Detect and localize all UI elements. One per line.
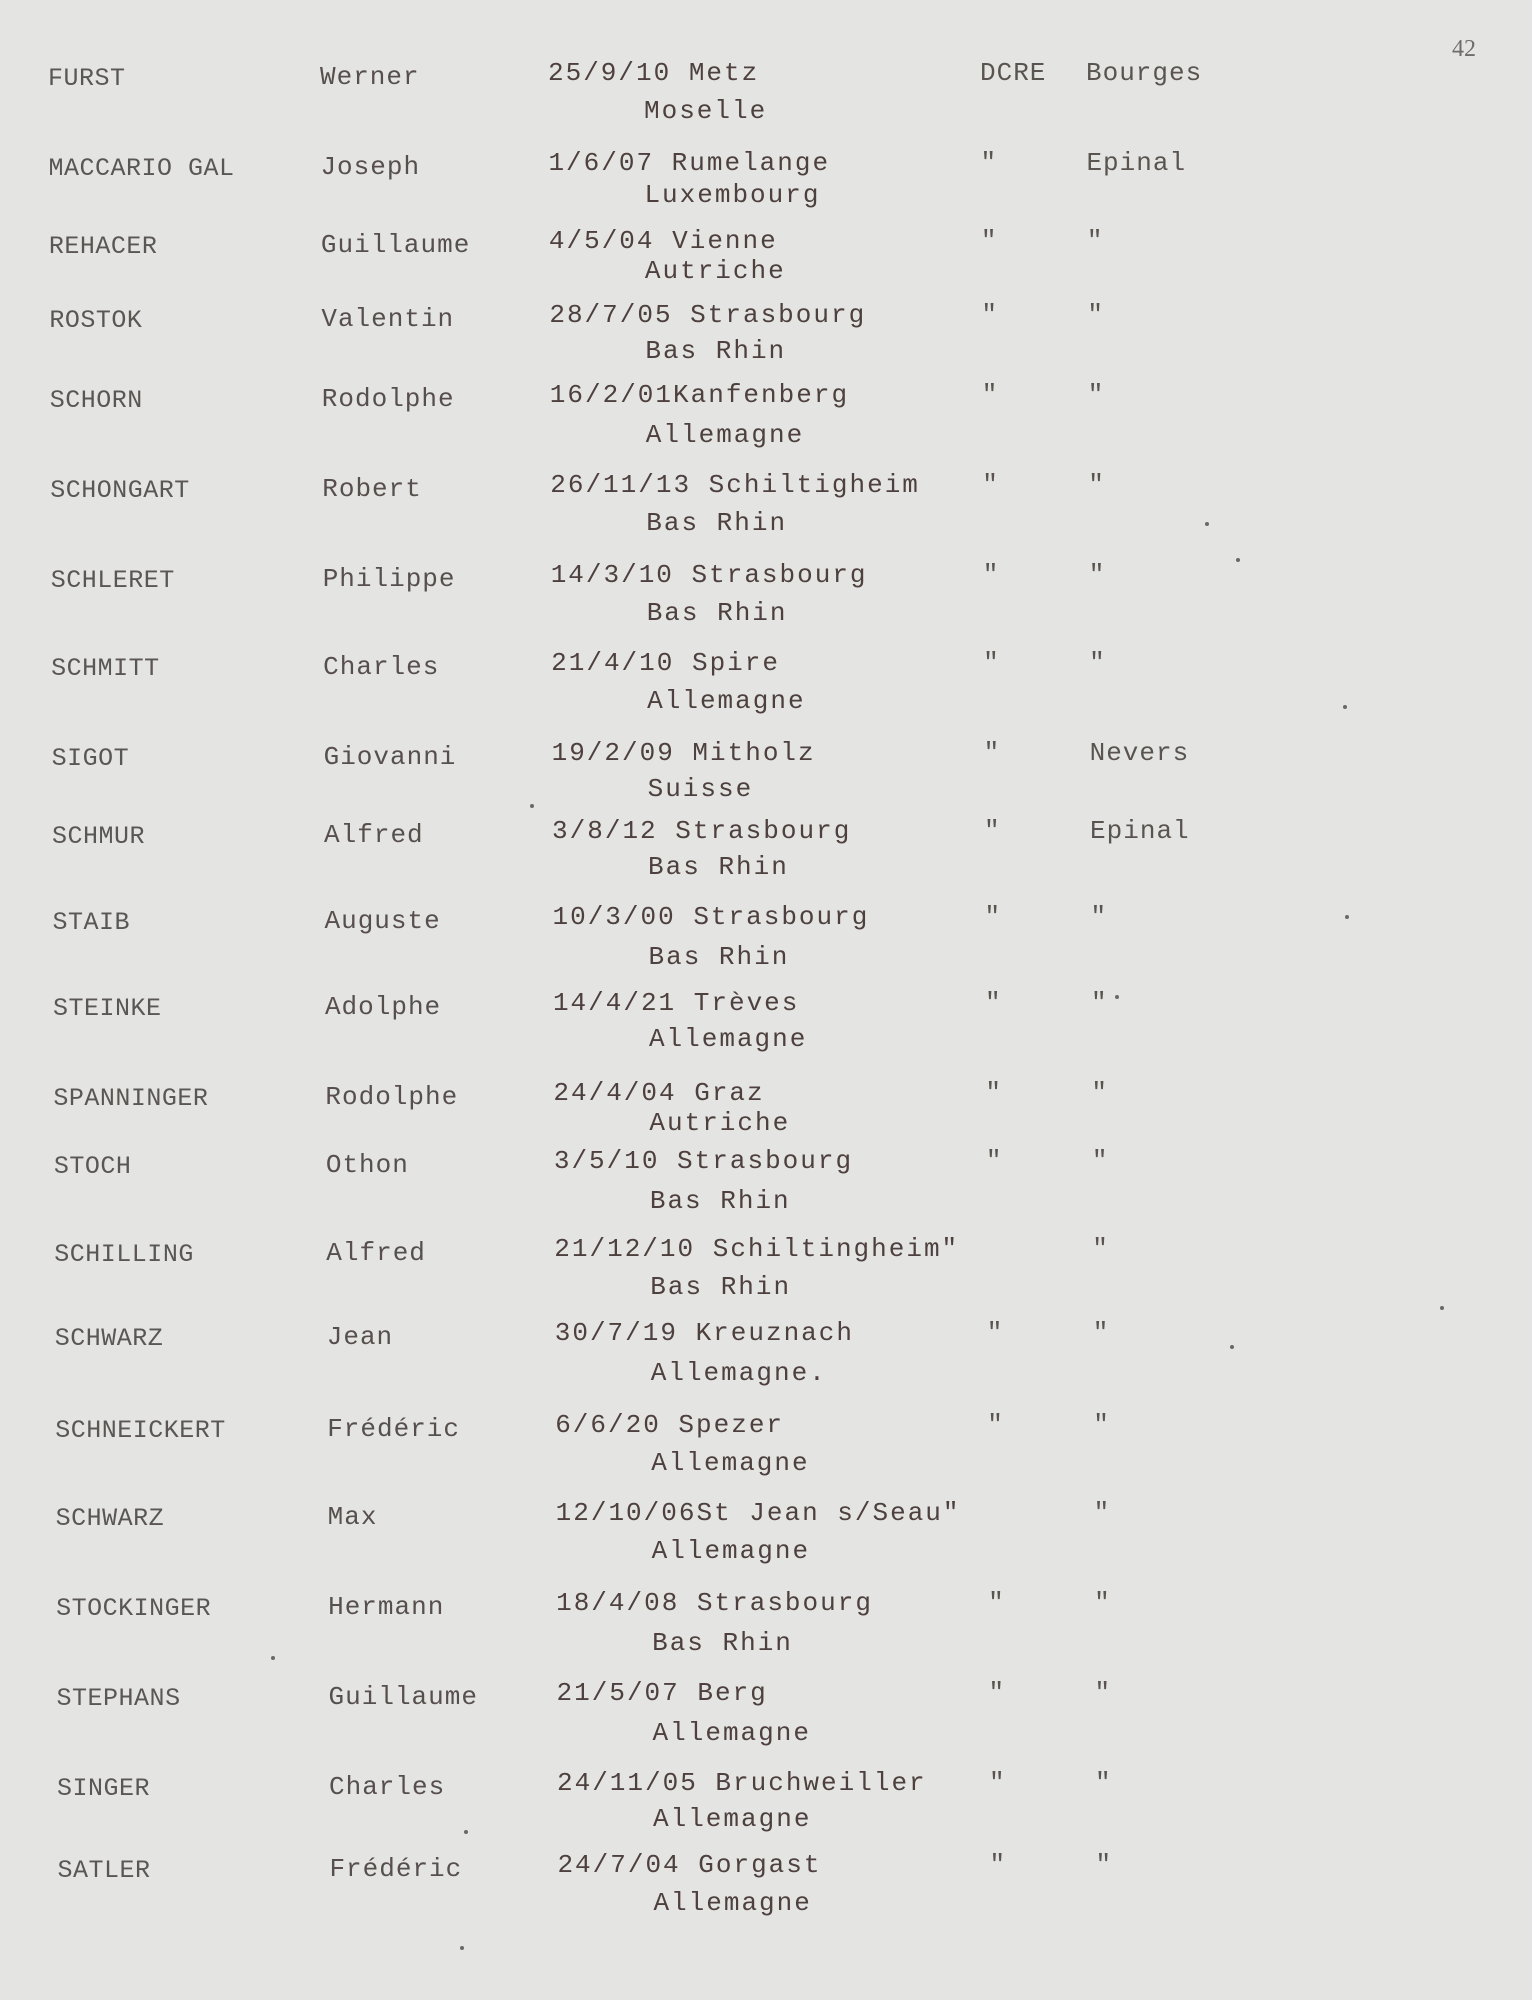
status-cell: DCRE (980, 58, 1047, 88)
table-row (6, 1236, 1532, 1316)
birth-region-cell: Allemagne (651, 1536, 811, 1566)
birth-date-place-cell: 14/4/21 Trèves (552, 988, 800, 1018)
firstname-cell: Joseph (320, 152, 421, 182)
birth-region-cell: Allemagne (651, 1448, 810, 1478)
destination-cell: " (1094, 1678, 1112, 1708)
paper-speck (1345, 915, 1349, 919)
birth-date-place-cell: 12/10/06St Jean s/Seau" (555, 1498, 961, 1528)
birth-region-cell: Allemagne. (650, 1358, 827, 1388)
destination-cell: " (1087, 380, 1105, 410)
birth-date-place-cell: 21/4/10 Spire (551, 648, 780, 678)
birth-region-cell: Allemagne (648, 1024, 808, 1054)
destination-cell: " (1086, 226, 1104, 256)
table-row (9, 1852, 1532, 1932)
birth-date-place-cell: 21/12/10 Schiltingheim" (554, 1234, 960, 1264)
table-row (7, 1320, 1532, 1400)
birth-region-cell: Suisse (647, 774, 754, 804)
birth-region-cell: Allemagne (645, 420, 805, 450)
birth-region-cell: Bas Rhin (648, 942, 790, 972)
status-cell: " (981, 380, 999, 410)
paper-speck (1343, 705, 1347, 709)
birth-date-place-cell: 10/3/00 Strasbourg (552, 902, 870, 932)
table-row (2, 472, 1532, 552)
birth-region-cell: Allemagne (653, 1888, 812, 1918)
birth-region-cell: Allemagne (653, 1804, 812, 1834)
birth-date-place-cell: 24/11/05 Bruchweiller (557, 1768, 927, 1798)
birth-date-place-cell: 25/9/10 Metz (548, 58, 760, 88)
birth-region-cell: Bas Rhin (652, 1628, 793, 1658)
destination-cell: " (1091, 1078, 1108, 1108)
paper-speck (1230, 1345, 1234, 1349)
birth-date-place-cell: 3/5/10 Strasbourg (553, 1146, 854, 1176)
destination-cell: " (1090, 988, 1108, 1018)
surname-cell: STEPHANS (56, 1684, 181, 1713)
table-row (1, 302, 1532, 382)
destination-cell: Epinal (1090, 816, 1190, 846)
paper-speck (271, 1656, 275, 1660)
surname-cell: FURST (48, 64, 126, 93)
birth-region-cell: Autriche (649, 1108, 791, 1138)
table-row (0, 150, 1532, 230)
firstname-cell: Rodolphe (325, 1082, 459, 1112)
destination-cell: " (1093, 1410, 1110, 1440)
surname-cell: SATLER (57, 1856, 151, 1885)
destination-cell: Bourges (1086, 58, 1203, 88)
status-cell: " (980, 226, 998, 256)
birth-date-place-cell: 24/7/04 Gorgast (557, 1850, 822, 1880)
firstname-cell: Robert (322, 474, 422, 504)
birth-region-cell: Autriche (644, 256, 786, 286)
birth-date-place-cell: 4/5/04 Vienne (548, 226, 778, 256)
firstname-cell: Othon (325, 1150, 409, 1180)
birth-date-place-cell: 19/2/09 Mitholz (551, 738, 816, 768)
status-cell: " (980, 148, 998, 178)
surname-cell: SINGER (57, 1774, 151, 1803)
table-row (1, 228, 1532, 308)
birth-date-place-cell: 18/4/08 Strasbourg (556, 1588, 873, 1618)
destination-cell: " (1095, 1850, 1113, 1880)
table-row (5, 904, 1532, 984)
surname-cell: SCHILLING (54, 1240, 194, 1269)
destination-cell: " (1088, 560, 1106, 590)
status-cell: " (983, 738, 1001, 768)
surname-cell: SCHONGART (50, 476, 190, 505)
birth-date-place-cell: 24/4/04 Graz (553, 1078, 765, 1108)
birth-date-place-cell: 26/11/13 Schiltigheim (550, 470, 920, 500)
table-row (0, 60, 1532, 140)
destination-cell: " (1089, 648, 1106, 678)
paper-speck (1115, 995, 1119, 999)
table-row (3, 650, 1532, 730)
firstname-cell: Jean (326, 1322, 394, 1352)
surname-cell: REHACER (48, 232, 158, 261)
birth-region-cell: Bas Rhin (645, 336, 787, 366)
status-cell: " (985, 1146, 1003, 1176)
table-row (6, 1148, 1532, 1228)
firstname-cell: Rodolphe (321, 384, 455, 414)
birth-date-place-cell: 21/5/07 Berg (556, 1678, 768, 1708)
birth-region-cell: Bas Rhin (646, 508, 788, 538)
birth-date-place-cell: 30/7/19 Kreuznach (554, 1318, 854, 1348)
firstname-cell: Guillaume (328, 1682, 478, 1712)
firstname-cell: Charles (329, 1772, 446, 1802)
destination-cell: Nevers (1089, 738, 1190, 768)
birth-region-cell: Allemagne (647, 686, 806, 716)
birth-region-cell: Bas Rhin (649, 1186, 791, 1216)
paper-speck (1236, 558, 1240, 562)
firstname-cell: Philippe (322, 564, 456, 594)
status-cell: " (987, 1410, 1004, 1440)
destination-cell: " (1094, 1588, 1111, 1618)
table-row (9, 1770, 1532, 1850)
table-row (3, 562, 1532, 642)
status-cell: " (988, 1588, 1005, 1618)
birth-region-cell: Bas Rhin (646, 598, 788, 628)
firstname-cell: Frédéric (327, 1414, 461, 1444)
status-cell: " (989, 1850, 1007, 1880)
surname-cell: STAIB (52, 908, 131, 937)
destination-cell: " (1088, 470, 1105, 500)
status-cell: " (984, 902, 1002, 932)
firstname-cell: Valentin (321, 304, 455, 334)
firstname-cell: Charles (323, 652, 440, 682)
surname-cell: SCHMITT (51, 654, 160, 683)
destination-cell: " (1092, 1234, 1109, 1264)
firstname-cell: Alfred (324, 820, 424, 850)
status-cell: " (985, 1078, 1002, 1108)
firstname-cell: Auguste (324, 906, 441, 936)
surname-cell: SCHWARZ (54, 1324, 164, 1353)
status-cell: " (989, 1768, 1006, 1798)
birth-date-place-cell: 16/2/01Kanfenberg (549, 380, 850, 410)
destination-cell: " (1087, 300, 1104, 330)
firstname-cell: Alfred (326, 1238, 426, 1268)
status-cell: " (984, 988, 1002, 1018)
table-row (8, 1500, 1532, 1580)
destination-cell: " (1092, 1318, 1110, 1348)
destination-cell: " (1090, 902, 1108, 932)
status-cell: " (986, 1318, 1004, 1348)
status-cell: " (982, 560, 1000, 590)
surname-cell: SIGOT (51, 744, 130, 773)
table-row (9, 1680, 1532, 1760)
status-cell: " (988, 1678, 1006, 1708)
table-row (7, 1412, 1532, 1492)
birth-date-place-cell: 1/6/07 Rumelange (548, 148, 831, 178)
surname-cell: MACCARIO GAL (48, 154, 235, 183)
paper-speck (460, 1946, 464, 1950)
birth-date-place-cell: 3/8/12 Strasbourg (552, 816, 852, 846)
table-row (4, 740, 1532, 820)
birth-region-cell: Allemagne (652, 1718, 811, 1748)
destination-cell: " (1093, 1498, 1111, 1528)
paper-speck (530, 804, 534, 808)
surname-cell: SPANNINGER (53, 1084, 209, 1113)
surname-cell: STOCKINGER (56, 1594, 212, 1623)
status-cell: " (983, 648, 1000, 678)
firstname-cell: Guillaume (320, 230, 471, 260)
firstname-cell: Max (327, 1502, 378, 1532)
surname-cell: STOCH (53, 1152, 132, 1181)
table-row (8, 1590, 1532, 1670)
status-cell: " (984, 816, 1001, 846)
birth-region-cell: Moselle (644, 96, 768, 126)
status-cell: " (982, 470, 999, 500)
table-row (5, 990, 1532, 1070)
paper-speck (464, 1830, 468, 1834)
surname-cell: SCHORN (49, 386, 143, 415)
birth-region-cell: Luxembourg (644, 180, 821, 210)
destination-cell: " (1091, 1146, 1109, 1176)
paper-speck (1440, 1306, 1444, 1310)
surname-cell: SCHLERET (50, 566, 175, 595)
firstname-cell: Werner (320, 62, 420, 92)
destination-cell: " (1095, 1768, 1112, 1798)
birth-region-cell: Bas Rhin (650, 1272, 792, 1302)
birth-date-place-cell: 14/3/10 Strasbourg (550, 560, 868, 590)
birth-date-place-cell: 6/6/20 Spezer (555, 1410, 785, 1440)
table-row (4, 818, 1532, 898)
birth-date-place-cell: 28/7/05 Strasbourg (549, 300, 867, 330)
destination-cell: Epinal (1086, 148, 1187, 178)
status-cell: " (981, 300, 998, 330)
surname-cell: SCHMUR (52, 822, 146, 851)
surname-cell: SCHNEICKERT (55, 1416, 226, 1445)
page-number: 42 (1452, 36, 1476, 62)
firstname-cell: Adolphe (324, 992, 442, 1022)
surname-cell: STEINKE (52, 994, 162, 1023)
firstname-cell: Hermann (328, 1592, 445, 1622)
firstname-cell: Frédéric (329, 1854, 463, 1884)
firstname-cell: Giovanni (323, 742, 457, 772)
surname-cell: ROSTOK (49, 306, 143, 335)
table-row (2, 382, 1532, 462)
paper-speck (1205, 522, 1209, 526)
surname-cell: SCHWARZ (55, 1504, 165, 1533)
birth-region-cell: Bas Rhin (648, 852, 789, 882)
